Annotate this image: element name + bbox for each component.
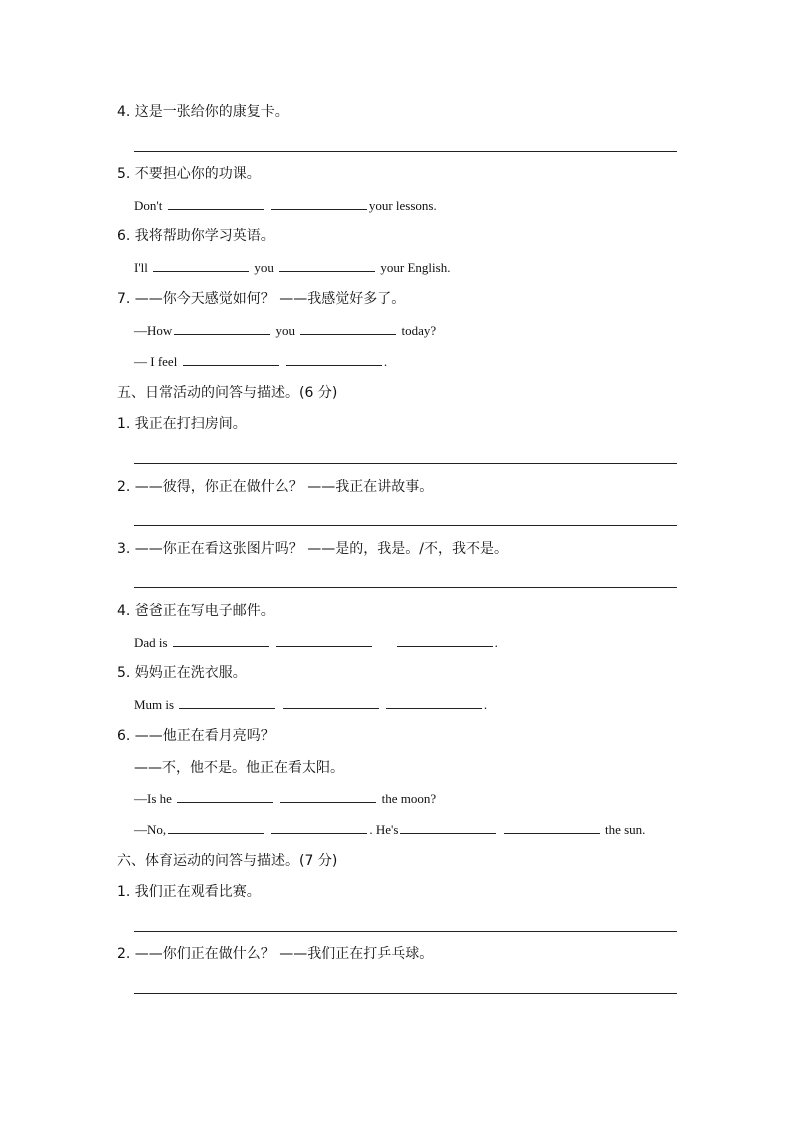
s5-item-5-blank-1[interactable]: [179, 696, 275, 709]
item-5-prompt: 5. 不要担心你的功课。: [117, 166, 261, 182]
s5-item-5-text-a: Mum is: [134, 697, 175, 712]
s5-item-6-text-c: —No,: [134, 822, 167, 837]
item-6-text-a: I'll: [134, 260, 148, 275]
item-6-blank-2[interactable]: [279, 259, 375, 272]
s5-item-4-prompt: 4. 爸爸正在写电子邮件。: [117, 603, 275, 619]
s5-item-4-blank-2[interactable]: [276, 634, 372, 647]
s5-item-5-text-b: .: [483, 697, 488, 712]
item-5-blank-1[interactable]: [168, 197, 264, 210]
item-6-sentence: [134, 259, 450, 277]
item-7-text-d: — I feel: [134, 354, 178, 369]
item-7-text-a: —How: [134, 323, 173, 338]
s6-item-2-prompt: 2. ——你们正在做什么？ ——我们正在打乒乓球。: [117, 946, 434, 962]
s6-item-1-prompt: 1. 我们正在观看比赛。: [117, 884, 261, 900]
s5-item-1-prompt: 1. 我正在打扫房间。: [117, 416, 247, 432]
item-6-text-b: you: [254, 260, 274, 275]
s5-item-1-answer-line[interactable]: [134, 463, 677, 464]
item-7-text-e: .: [383, 354, 388, 369]
s5-item-6-blank-2[interactable]: [280, 790, 376, 803]
s5-item-6-blank-4[interactable]: [271, 821, 367, 834]
s5-item-4-blank-1[interactable]: [173, 634, 269, 647]
item-4-answer-line[interactable]: [134, 151, 677, 152]
item-7-blank-1[interactable]: [174, 322, 270, 335]
item-6-text-c: your English.: [380, 260, 451, 275]
s5-item-6-text-b: the moon?: [381, 791, 437, 806]
item-7-blank-2[interactable]: [300, 322, 396, 335]
s5-item-6-question-en: [134, 790, 436, 808]
item-4-prompt: 4. 这是一张给你的康复卡。: [117, 104, 289, 120]
s5-item-5-blank-3[interactable]: [386, 696, 482, 709]
item-7-prompt: 7. ——你今天感觉如何？ ——我感觉好多了。: [117, 291, 406, 307]
s5-item-6-blank-6[interactable]: [504, 821, 600, 834]
s5-item-6-prompt: 6. ——他正在看月亮吗？: [117, 728, 275, 744]
item-7-text-c: today?: [401, 323, 437, 338]
s5-item-2-answer-line[interactable]: [134, 525, 677, 526]
s6-item-1-answer-line[interactable]: [134, 931, 677, 932]
item-5-blank-2[interactable]: [271, 197, 367, 210]
s5-item-3-answer-line[interactable]: [134, 587, 677, 588]
s5-item-6-blank-5[interactable]: [400, 821, 496, 834]
s5-item-6-blank-3[interactable]: [168, 821, 264, 834]
s5-item-4-sentence: [134, 634, 498, 652]
item-5-text-b: your lessons.: [368, 198, 437, 213]
s5-item-5-sentence: [134, 696, 487, 714]
s5-item-5-blank-2[interactable]: [283, 696, 379, 709]
section-6-title: 六、体育运动的问答与描述。(7 分): [117, 853, 338, 869]
s5-item-6-blank-1[interactable]: [177, 790, 273, 803]
s5-item-2-prompt: 2. ——彼得，你正在做什么？ ——我正在讲故事。: [117, 479, 434, 495]
item-6-prompt: 6. 我将帮助你学习英语。: [117, 228, 275, 244]
s5-item-5-prompt: 5. 妈妈正在洗衣服。: [117, 665, 247, 681]
item-7-answer: [134, 353, 387, 371]
s5-item-4-text-a: Dad is: [134, 635, 168, 650]
item-7-question: [134, 322, 436, 340]
item-7-blank-4[interactable]: [286, 353, 382, 366]
s6-item-2-answer-line[interactable]: [134, 993, 677, 994]
s5-item-6-text-d: . He's: [369, 822, 399, 837]
s5-item-4-blank-3[interactable]: [397, 634, 493, 647]
s5-item-3-prompt: 3. ——你正在看这张图片吗？ ——是的，我是。/不，我不是。: [117, 541, 508, 557]
item-7-text-b: you: [275, 323, 296, 338]
s5-item-6-text-a: —Is he: [134, 791, 172, 806]
item-6-blank-1[interactable]: [153, 259, 249, 272]
section-5-title: 五、日常活动的问答与描述。(6 分): [117, 385, 338, 401]
s5-item-4-text-b: .: [494, 635, 498, 650]
s5-item-6-answer-en: [134, 821, 645, 839]
s5-item-6-answer-cn: ——不，他不是。他正在看太阳。: [134, 760, 344, 776]
item-5-text-a: Don't: [134, 198, 163, 213]
item-5-sentence: [134, 197, 437, 215]
item-7-blank-3[interactable]: [183, 353, 279, 366]
s5-item-6-text-e: the sun.: [604, 822, 646, 837]
